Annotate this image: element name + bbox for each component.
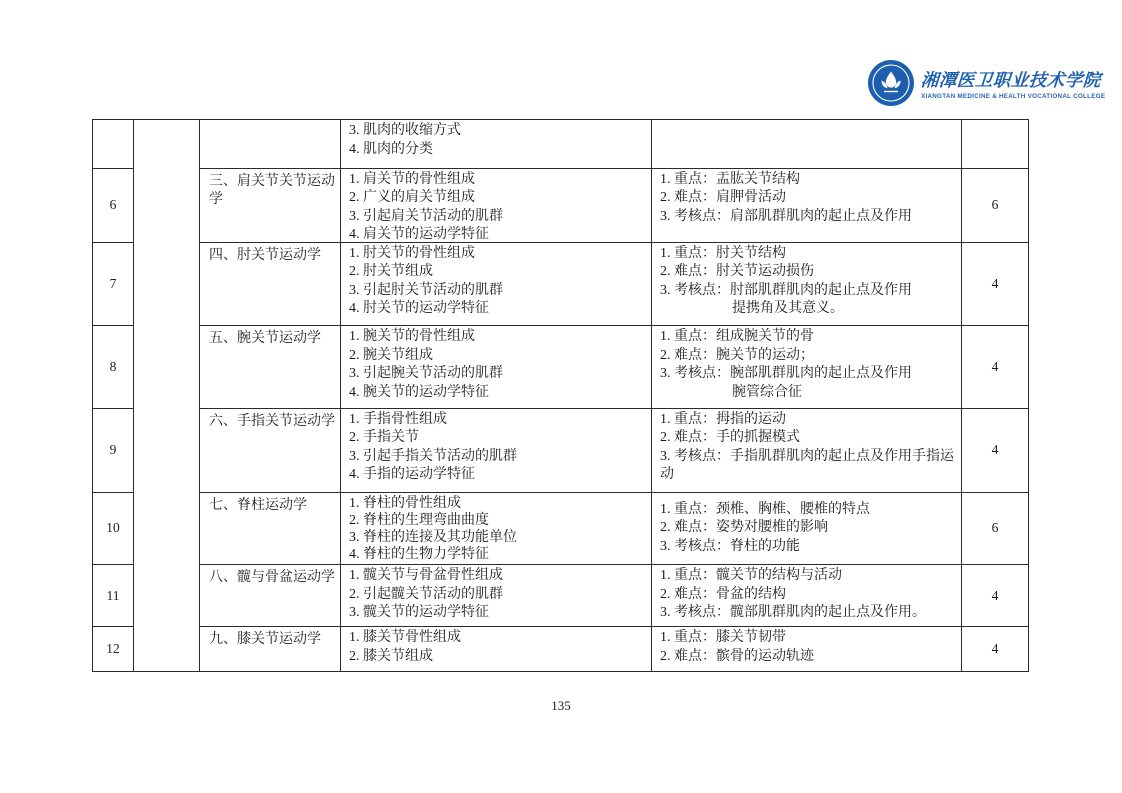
chapter-title-cell — [200, 493, 341, 565]
content-line: 1. 髋关节与骨盆骨性组成 — [349, 568, 503, 584]
hours-cell: 4 — [991, 275, 999, 291]
week-cell: 8 — [93, 326, 133, 409]
chapter-title: 四、肘关节运动学 — [209, 247, 321, 263]
table-main — [200, 120, 1028, 671]
point-line: 2. 难点：姿势对腰椎的影响 — [660, 520, 828, 536]
hours-cell: 4 — [991, 587, 999, 603]
content-line: 2. 引起髋关节活动的肌群 — [349, 586, 503, 602]
chapter-title-cell — [200, 169, 341, 242]
chapter-title: 六、手指关节运动学 — [209, 413, 335, 429]
point-line: 3. 考核点：手指肌群肌肉的起止点及作用手指运动 — [660, 448, 954, 483]
chapter-title-cell — [200, 243, 341, 326]
point-line: 3. 考核点：脊柱的功能 — [660, 538, 800, 554]
chapter-title: 九、膝关节运动学 — [209, 632, 321, 648]
content-line: 4. 肘关节的运动学特征 — [349, 301, 489, 317]
points-cell — [652, 565, 962, 626]
chapter-title-cell — [200, 120, 341, 168]
chapter-title: 七、脊柱运动学 — [209, 497, 307, 513]
point-line: 1. 重点：髋关节的结构与活动 — [660, 568, 842, 584]
point-line: 1. 重点：肘关节结构 — [660, 245, 786, 261]
content-line: 2. 膝关节组成 — [349, 648, 433, 664]
page-number: 135 — [551, 698, 571, 713]
content-cell — [341, 627, 652, 671]
chapter-title-cell — [200, 565, 341, 626]
content-cell — [341, 409, 652, 492]
content-line: 3. 引起肘关节活动的肌群 — [349, 282, 503, 298]
point-line: 2. 难点：髌骨的运动轨迹 — [660, 648, 814, 664]
point-line: 1. 重点：膝关节韧带 — [660, 630, 786, 646]
table-row — [200, 565, 1028, 627]
point-line: 1. 重点：拇指的运动 — [660, 411, 786, 427]
point-line: 2. 难点：手的抓握模式 — [660, 430, 800, 446]
hours-cell: 6 — [991, 196, 999, 212]
point-line: 3. 考核点：髋部肌群肌肉的起止点及作用。 — [660, 605, 926, 621]
content-line: 1. 脊柱的骨性组成 — [349, 495, 461, 511]
content-cell — [341, 243, 652, 326]
table-row — [200, 326, 1028, 409]
points-cell — [652, 326, 962, 408]
points-cell — [652, 493, 962, 565]
college-logo — [868, 60, 1105, 106]
point-line: 2. 难点：腕关节的运动； — [660, 347, 814, 363]
week-cell: 10 — [93, 493, 133, 566]
point-line: 腕管综合征 — [732, 384, 802, 400]
chapter-title-cell — [200, 409, 341, 492]
content-line: 4. 肩关节的运动学特征 — [349, 227, 489, 243]
content-line: 4. 肌肉的分类 — [349, 141, 433, 157]
points-cell — [652, 627, 962, 671]
content-line: 1. 肘关节的骨性组成 — [349, 245, 475, 261]
hours-cell — [962, 120, 1028, 168]
content-line: 1. 手指骨性组成 — [349, 411, 447, 427]
table-row — [200, 120, 1028, 169]
chapter-title-cell — [200, 326, 341, 408]
content-line: 3. 肌肉的收缩方式 — [349, 123, 461, 138]
point-line: 3. 考核点：肘部肌群肌肉的起止点及作用 — [660, 282, 912, 298]
week-cell: 6 — [93, 169, 133, 243]
table-row — [200, 627, 1028, 671]
hours-cell: 4 — [991, 640, 999, 656]
content-cell — [341, 120, 652, 168]
hours-cell: 4 — [991, 358, 999, 374]
content-line: 1. 腕关节的骨性组成 — [349, 329, 475, 345]
week-cell: 11 — [93, 565, 133, 627]
table-row — [200, 409, 1028, 493]
content-line: 3. 引起腕关节活动的肌群 — [349, 366, 503, 382]
points-cell — [652, 409, 962, 492]
content-line: 2. 肘关节组成 — [349, 264, 433, 280]
content-cell — [341, 565, 652, 626]
content-line: 2. 腕关节组成 — [349, 347, 433, 363]
chapter-title: 五、腕关节运动学 — [209, 331, 321, 347]
week-cell: 12 — [106, 640, 120, 656]
point-line: 2. 难点：骨盆的结构 — [660, 586, 786, 602]
hours-cell: 6 — [991, 520, 999, 536]
point-line: 1. 重点：盂肱关节结构 — [660, 171, 800, 187]
week-cell — [93, 120, 133, 169]
content-line: 3. 脊柱的连接及其功能单位 — [349, 530, 517, 546]
content-cell — [341, 493, 652, 565]
chapter-title: 八、髋与骨盆运动学 — [209, 570, 335, 586]
week-cell: 7 — [93, 243, 133, 327]
content-cell — [341, 169, 652, 242]
chapter-title: 三、肩关节关节运动学 — [209, 173, 335, 208]
week-cell: 9 — [93, 409, 133, 493]
college-name-cn: 湘潭医卫职业技术学院 — [920, 69, 1102, 90]
point-line: 提携角及其意义。 — [732, 301, 844, 317]
content-line: 2. 脊柱的生理弯曲曲度 — [349, 512, 489, 528]
point-line: 1. 重点：组成腕关节的骨 — [660, 329, 814, 345]
point-line: 1. 重点：颈椎、胸椎、腰椎的特点 — [660, 501, 870, 517]
point-line: 2. 难点：肩胛骨活动 — [660, 190, 786, 206]
college-name-en: XIANGTAN MEDICINE & HEALTH VOCATIONAL COLLEGE — [921, 92, 1106, 100]
content-line: 2. 手指关节 — [349, 430, 419, 446]
chapter-title-cell — [200, 627, 341, 671]
content-line: 3. 引起肩关节活动的肌群 — [349, 208, 503, 224]
content-line: 4. 脊柱的生物力学特征 — [349, 547, 489, 563]
week-column — [93, 120, 134, 671]
content-line: 4. 手指的运动学特征 — [349, 467, 475, 483]
points-cell — [652, 169, 962, 242]
points-cell — [652, 243, 962, 326]
hours-cell: 4 — [991, 442, 999, 458]
table-row — [200, 169, 1028, 243]
point-line: 3. 考核点：腕部肌群肌肉的起止点及作用 — [660, 366, 912, 382]
empty-column — [134, 120, 200, 671]
content-line: 1. 肩关节的骨性组成 — [349, 171, 475, 187]
point-line: 2. 难点：肘关节运动损伤 — [660, 264, 814, 280]
content-line: 3. 髋关节的运动学特征 — [349, 605, 489, 621]
content-line: 1. 膝关节骨性组成 — [349, 630, 461, 646]
points-cell — [652, 120, 962, 168]
college-logo-text — [921, 67, 1105, 100]
content-cell — [341, 326, 652, 408]
content-line: 2. 广义的肩关节组成 — [349, 190, 475, 206]
content-line: 3. 引起手指关节活动的肌群 — [349, 448, 517, 464]
point-line: 3. 考核点：肩部肌群肌肉的起止点及作用 — [660, 208, 912, 224]
table-row — [200, 243, 1028, 327]
syllabus-table — [92, 119, 1029, 672]
table-row — [200, 493, 1028, 566]
college-logo-icon — [868, 60, 914, 106]
content-line: 4. 腕关节的运动学特征 — [349, 384, 489, 400]
